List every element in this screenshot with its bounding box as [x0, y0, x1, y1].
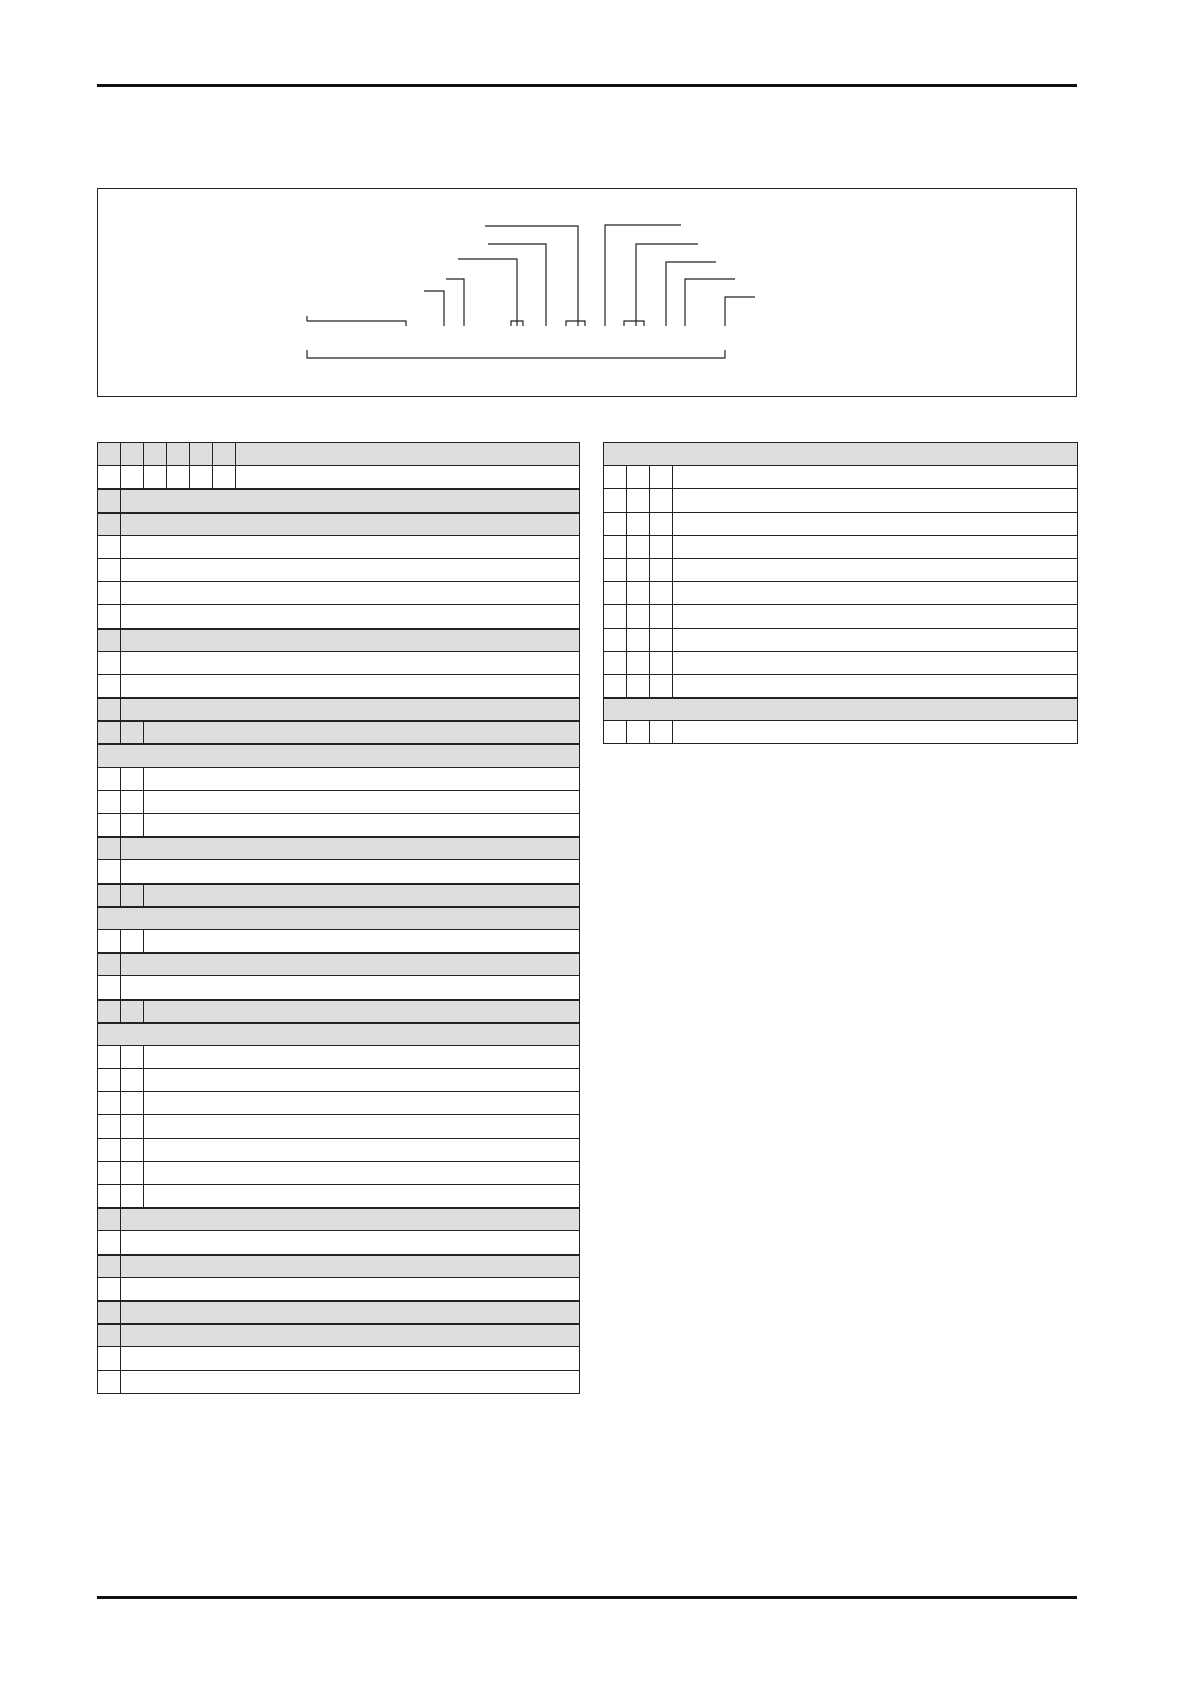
table-cell [120, 768, 143, 790]
table-cell [120, 791, 143, 813]
table-section-row [97, 720, 579, 743]
table-cell [649, 582, 672, 604]
table-cell [97, 1001, 120, 1022]
table-cell [120, 976, 579, 998]
table-cell [120, 1185, 143, 1207]
table-cell [649, 675, 672, 697]
table-cell [120, 1001, 143, 1022]
table-cell [120, 1325, 579, 1346]
table-cell [120, 722, 143, 743]
table-cell [120, 605, 579, 627]
table-section-row [97, 743, 579, 766]
table-cell [97, 1069, 120, 1091]
table-row [97, 813, 579, 836]
table-section-row [97, 906, 579, 929]
table-row [603, 720, 1077, 744]
table-section-row [97, 1022, 579, 1045]
table-cell [166, 443, 189, 465]
table-cell [672, 513, 1077, 535]
table-cell [97, 699, 120, 720]
table-row [97, 674, 579, 697]
table-cell [672, 675, 1077, 697]
table-cell [649, 721, 672, 743]
table-cell [97, 1231, 120, 1253]
table-section-row [97, 628, 579, 651]
table-cell [649, 605, 672, 627]
table-cell [120, 860, 579, 882]
table-row [97, 1114, 579, 1137]
table-cell [97, 582, 120, 604]
table-cell [603, 466, 626, 488]
table-cell [603, 513, 626, 535]
table-cell [603, 652, 626, 674]
table-row [97, 1161, 579, 1184]
table-cell [97, 514, 120, 535]
table-cell [143, 466, 166, 488]
table-cell [97, 466, 120, 488]
table-cell [603, 721, 626, 743]
table-row [97, 465, 579, 488]
table-cell [120, 630, 579, 651]
table-cell [672, 652, 1077, 674]
table-cell [626, 536, 649, 558]
table-cell [672, 536, 1077, 558]
table-cell [143, 814, 579, 836]
table-cell [672, 466, 1077, 488]
table-cell [120, 1139, 143, 1161]
table-cell [97, 976, 120, 998]
table-cell [97, 954, 120, 975]
table-cell [672, 489, 1077, 511]
table-row [97, 604, 579, 627]
table-cell [120, 1371, 579, 1393]
table-cell [189, 466, 212, 488]
table-cell [120, 1046, 143, 1068]
table-row [97, 975, 579, 998]
table-row [97, 1091, 579, 1114]
table-cell [672, 582, 1077, 604]
table-section-row [603, 442, 1077, 465]
table-row [603, 651, 1077, 674]
table-cell [120, 466, 143, 488]
table-cell [143, 1092, 579, 1114]
table-cell [120, 582, 579, 604]
table-row [97, 859, 579, 882]
table-cell [143, 930, 579, 952]
table-cell [120, 514, 579, 535]
table-cell [120, 1347, 579, 1369]
table-cell [120, 699, 579, 720]
table-section-row [97, 999, 579, 1022]
table-cell [603, 559, 626, 581]
table-cell [626, 513, 649, 535]
table-cell [120, 1256, 579, 1277]
table-cell [97, 605, 120, 627]
table-row [603, 604, 1077, 627]
table-cell [97, 1139, 120, 1161]
table-row [97, 1370, 579, 1394]
table-cell [626, 605, 649, 627]
table-cell [603, 675, 626, 697]
table-cell [120, 443, 143, 465]
table-cell [120, 1209, 579, 1230]
table-section-row [97, 512, 579, 535]
table-cell [649, 652, 672, 674]
table-cell [626, 559, 649, 581]
table-cell [626, 582, 649, 604]
table-section-row [97, 1300, 579, 1323]
table-cell [626, 629, 649, 651]
table-cell [143, 768, 579, 790]
table-cell [120, 675, 579, 697]
header-rule [97, 84, 1077, 87]
table-cell [97, 1371, 120, 1393]
table-row [97, 1277, 579, 1300]
table-row [603, 535, 1077, 558]
table-row [603, 488, 1077, 511]
table-cell [97, 1046, 120, 1068]
table-cell [97, 675, 120, 697]
table-row [603, 674, 1077, 697]
table-row [97, 581, 579, 604]
table-cell [189, 443, 212, 465]
table-cell [120, 536, 579, 558]
table-cell [120, 1302, 579, 1323]
table-cell [649, 489, 672, 511]
table-cell [97, 860, 120, 882]
table-section-row [97, 442, 579, 465]
table-row [97, 558, 579, 581]
table-cell [97, 1092, 120, 1114]
table-cell [120, 559, 579, 581]
table-cell [97, 768, 120, 790]
table-cell [603, 536, 626, 558]
table-cell [143, 1046, 579, 1068]
table-cell [97, 745, 579, 766]
table-row [97, 790, 579, 813]
table-cell [97, 1162, 120, 1184]
table-cell [235, 466, 579, 488]
table-cell [143, 885, 579, 906]
table-row [603, 558, 1077, 581]
table-cell [120, 1162, 143, 1184]
table-section-row [97, 1323, 579, 1346]
footer-rule [97, 1596, 1077, 1599]
left-code-table [97, 442, 580, 1394]
table-cell [626, 675, 649, 697]
table-cell [672, 721, 1077, 743]
table-cell [97, 814, 120, 836]
table-cell [97, 630, 120, 651]
table-cell [97, 490, 120, 511]
table-cell [603, 582, 626, 604]
table-cell [143, 1162, 579, 1184]
table-cell [97, 1185, 120, 1207]
table-cell [603, 443, 1077, 465]
table-cell [212, 443, 235, 465]
table-cell [649, 466, 672, 488]
table-cell [672, 559, 1077, 581]
table-cell [143, 1139, 579, 1161]
table-cell [120, 490, 579, 511]
table-section-row [97, 883, 579, 906]
table-row [97, 1184, 579, 1207]
code-structure-diagram [97, 188, 1077, 397]
table-cell [143, 1115, 579, 1137]
table-cell [212, 466, 235, 488]
table-row [97, 1138, 579, 1161]
segment-line [307, 316, 406, 326]
table-cell [120, 1231, 579, 1253]
table-cell [97, 885, 120, 906]
table-section-row [603, 697, 1077, 720]
table-row [603, 465, 1077, 488]
table-row [97, 1068, 579, 1091]
table-cell [626, 466, 649, 488]
table-row [97, 651, 579, 674]
table-cell [603, 489, 626, 511]
table-cell [672, 605, 1077, 627]
table-cell [97, 908, 579, 929]
table-cell [97, 559, 120, 581]
table-cell [626, 489, 649, 511]
table-cell [143, 443, 166, 465]
table-cell [97, 1325, 120, 1346]
table-cell [603, 605, 626, 627]
table-cell [120, 1092, 143, 1114]
table-row [97, 535, 579, 558]
table-cell [120, 1278, 579, 1300]
table-cell [649, 629, 672, 651]
table-cell [97, 1256, 120, 1277]
table-cell [97, 722, 120, 743]
table-section-row [97, 1207, 579, 1230]
table-cell [120, 814, 143, 836]
table-cell [97, 1347, 120, 1369]
table-section-row [97, 1254, 579, 1277]
table-cell [97, 652, 120, 674]
table-cell [626, 652, 649, 674]
table-cell [120, 1069, 143, 1091]
table-cell [143, 791, 579, 813]
table-cell [143, 1069, 579, 1091]
table-cell [120, 838, 579, 859]
table-cell [97, 791, 120, 813]
table-cell [235, 443, 579, 465]
bracket-line [307, 350, 725, 358]
leader-line [424, 291, 444, 326]
table-row [97, 767, 579, 790]
table-cell [97, 930, 120, 952]
table-cell [626, 721, 649, 743]
table-cell [143, 722, 579, 743]
table-cell [97, 1209, 120, 1230]
table-cell [603, 629, 626, 651]
table-cell [603, 699, 1077, 720]
table-cell [649, 536, 672, 558]
table-cell [97, 536, 120, 558]
right-code-table [603, 442, 1078, 744]
table-cell [120, 954, 579, 975]
table-cell [649, 513, 672, 535]
table-row [603, 581, 1077, 604]
table-cell [97, 1115, 120, 1137]
table-row [97, 1045, 579, 1068]
table-section-row [97, 488, 579, 511]
table-row [97, 1230, 579, 1253]
table-section-row [97, 697, 579, 720]
table-cell [120, 652, 579, 674]
table-cell [143, 1001, 579, 1022]
table-row [603, 628, 1077, 651]
table-cell [97, 443, 120, 465]
table-cell [97, 838, 120, 859]
table-section-row [97, 836, 579, 859]
code-structure-lines [98, 189, 1078, 398]
table-cell [97, 1024, 579, 1045]
table-cell [649, 559, 672, 581]
table-cell [120, 930, 143, 952]
table-cell [97, 1278, 120, 1300]
table-cell [120, 1115, 143, 1137]
table-row [603, 512, 1077, 535]
table-cell [672, 629, 1077, 651]
table-cell [120, 885, 143, 906]
table-section-row [97, 952, 579, 975]
table-row [97, 929, 579, 952]
table-row [97, 1346, 579, 1369]
table-cell [166, 466, 189, 488]
table-cell [97, 1302, 120, 1323]
table-cell [143, 1185, 579, 1207]
